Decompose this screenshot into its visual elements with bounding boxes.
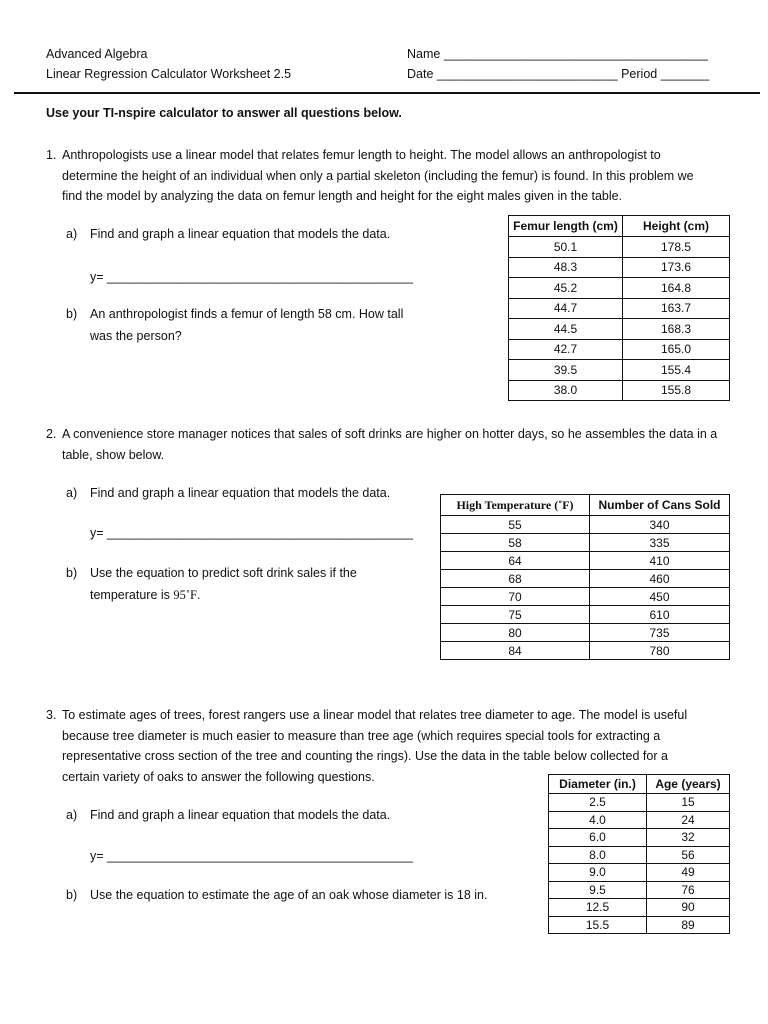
table-cell: 56 [647,846,730,864]
column-header [441,495,590,516]
question-number: 2. [46,427,57,441]
table-cell: 163.7 [623,298,730,319]
answer-line-3a[interactable]: y= ____________________________________________ [90,849,413,863]
part-label: b) [66,566,78,580]
table-cell: 8.0 [549,846,647,864]
name-field: Name ______________________________________ [407,47,708,61]
course-title: Advanced Algebra [46,47,148,61]
table-row [509,257,730,278]
question-text-line: representative cross section of the tree and counting the rings). Use the data in the table below collected for a [62,749,668,763]
table-row [509,237,730,258]
question-text-line: because tree diameter is much easier to measure than tree age (which requires special tools for extracting a [62,728,661,743]
table-row [549,846,730,864]
table-cell: 39.5 [509,360,623,381]
question-2b [66,562,426,606]
table-cell: 75 [441,606,590,624]
table-cell: 335 [590,534,730,552]
table-cell: 90 [647,899,730,917]
table-row [441,570,730,588]
part-text: was the person? [90,329,182,343]
table-cell: 410 [590,552,730,570]
part-text: Find and graph a linear equation that models the data. [90,486,391,500]
table-header-row [549,775,730,794]
part-label: a) [66,808,78,822]
question-text-line: table, show below. [62,447,165,462]
part-text-suffix: . [197,588,201,602]
part-text: Find and graph a linear equation that models the data. [90,808,391,822]
diameter-age-table [548,774,730,934]
table-cell: 50.1 [509,237,623,258]
date-period-field: Date __________________________ Period _______ [407,67,710,81]
question-text-line: To estimate ages of trees, forest rangers use a linear model that relates tree diameter to age. The model is useful [62,708,688,722]
question-1 [46,145,746,207]
question-text-line: find the model by analyzing the data on femur length and height for the eight males given in the table. [62,189,623,203]
table-cell: 173.6 [623,257,730,278]
table-row [549,829,730,847]
table-row [549,794,730,812]
table-cell: 70 [441,588,590,606]
table-row [509,278,730,299]
question-3b [66,884,536,906]
table-cell: 32 [647,829,730,847]
question-text-line: determine the height of an individual when only a partial skeleton (including the femur) is found. In this problem we [62,168,694,183]
table-row [441,624,730,642]
table-cell: 2.5 [549,794,647,812]
question-1a [66,223,486,245]
question-text-line: Anthropologists use a linear model that relates femur length to height. The model allows an anthropologist to [62,148,661,162]
part-text [90,584,426,606]
table-cell: 80 [441,624,590,642]
table-row [509,339,730,360]
table-cell: 55 [441,516,590,534]
part-text-prefix: temperature is [90,588,174,602]
column-header: Number of Cans Sold [590,495,730,516]
answer-line-2a[interactable]: y= ____________________________________________ [90,526,413,540]
table-cell: 76 [647,881,730,899]
femur-height-table [508,215,730,401]
question-number: 1. [46,148,57,162]
column-header-text: High Temperature (˚F) [456,497,574,512]
table-cell: 58 [441,534,590,552]
table-cell: 9.5 [549,881,647,899]
column-header: Height (cm) [623,216,730,237]
table-cell: 460 [590,570,730,588]
table-cell: 49 [647,864,730,882]
table-cell: 89 [647,916,730,934]
table-cell: 780 [590,642,730,660]
table-row [441,534,730,552]
table-cell: 450 [590,588,730,606]
table-cell: 4.0 [549,811,647,829]
table-cell: 84 [441,642,590,660]
table-cell: 6.0 [549,829,647,847]
table-cell: 48.3 [509,257,623,278]
table-cell: 340 [590,516,730,534]
table-row [509,380,730,401]
column-header: Femur length (cm) [509,216,623,237]
table-cell: 178.5 [623,237,730,258]
part-label: b) [66,888,78,902]
table-cell: 9.0 [549,864,647,882]
table-cell: 44.7 [509,298,623,319]
table-row [441,588,730,606]
table-cell: 42.7 [509,339,623,360]
worksheet-title: Linear Regression Calculator Worksheet 2.5 [46,67,292,81]
part-label: a) [66,486,78,500]
table-cell: 64 [441,552,590,570]
temperature-cans-table [440,494,730,660]
table-row [549,899,730,917]
part-text: Use the equation to estimate the age of an oak whose diameter is 18 in. [90,888,488,902]
column-header: Diameter (in.) [549,775,647,794]
table-cell: 15.5 [549,916,647,934]
table-row [509,298,730,319]
question-number: 3. [46,708,57,722]
table-cell: 38.0 [509,380,623,401]
table-row [549,811,730,829]
question-text-line: A convenience store manager notices that sales of soft drinks are higher on hotter days, so he assembles the data in a [62,427,718,441]
table-cell: 155.4 [623,360,730,381]
answer-line-1a[interactable]: y= ____________________________________________ [90,270,413,284]
header-divider [14,92,760,94]
table-row [509,360,730,381]
table-row [509,319,730,340]
table-cell: 155.8 [623,380,730,401]
question-3a [66,804,516,826]
table-cell: 68 [441,570,590,588]
table-cell: 735 [590,624,730,642]
instructions: Use your TI-nspire calculator to answer all questions below. [46,106,402,120]
table-cell: 45.2 [509,278,623,299]
table-row [549,864,730,882]
table-cell: 24 [647,811,730,829]
table-row [549,916,730,934]
table-cell: 12.5 [549,899,647,917]
table-row [441,606,730,624]
table-row [441,516,730,534]
question-text-line: certain variety of oaks to answer the following questions. [62,769,375,784]
table-row [441,642,730,660]
question-2 [46,424,746,465]
table-cell: 168.3 [623,319,730,340]
table-cell: 15 [647,794,730,812]
table-row [441,552,730,570]
part-text: Find and graph a linear equation that models the data. [90,227,391,241]
part-label: b) [66,307,78,321]
table-header-row [509,216,730,237]
table-header-row [441,495,730,516]
question-2a [66,482,426,504]
table-cell: 165.0 [623,339,730,360]
column-header: Age (years) [647,775,730,794]
table-cell: 164.8 [623,278,730,299]
part-text: An anthropologist finds a femur of length 58 cm. How tall [90,307,404,321]
table-row [549,881,730,899]
question-1b [66,303,486,347]
part-label: a) [66,227,78,241]
part-text: Use the equation to predict soft drink sales if the [90,566,357,580]
temperature-value: 95˚F [173,588,197,602]
table-cell: 610 [590,606,730,624]
table-cell: 44.5 [509,319,623,340]
